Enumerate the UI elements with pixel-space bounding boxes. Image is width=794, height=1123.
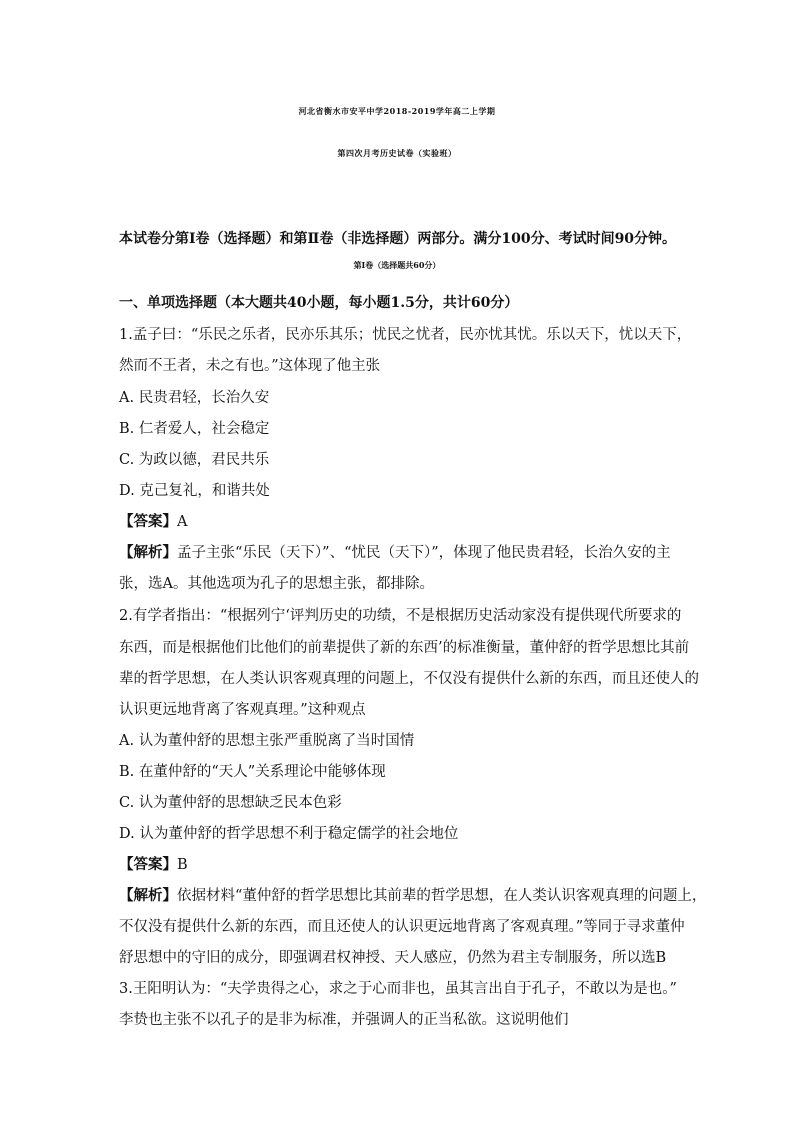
q1-stem-line-2: 然而不王者，未之有也。”这体现了他主张 (119, 358, 381, 374)
q2-stem-line-2: 东西，而是根据他们比他们的前辈提供了新的东西’的标准衡量，董仲舒的哲学思想比其前 (119, 640, 690, 656)
q3-stem-line-2: 李贽也主张不以孔子的是非为标准，并强调人的正当私欲。这说明他们 (119, 1012, 569, 1028)
q1-answer-value: A (177, 514, 188, 530)
title-line-2: 第四次月考历史试卷（实验班） (337, 148, 457, 158)
q2-option-a: A. 认为董仲舒的思想主张严重脱离了当时国情 (119, 733, 415, 749)
exam-instructions: 本试卷分第Ⅰ卷（选择题）和第Ⅱ卷（非选择题）两部分。满分100分、考试时间90分钟。 (119, 231, 677, 247)
q2-option-d: D. 认为董仲舒的哲学思想不利于稳定儒学的社会地位 (119, 826, 459, 842)
section-title: 一、单项选择题（本大题共40小题，每小题1.5分，共计60分） (119, 295, 519, 311)
q2-answer-label: 【答案】 (119, 856, 177, 873)
q2-stem-line-1: 2.有学者指出：“根据列宁‘评判历史的功绩，不是根据历史活动家没有提供现代所要求的 (119, 608, 682, 624)
part-title: 第Ⅰ卷（选择题共60分） (353, 260, 441, 270)
q2-answer (119, 853, 188, 874)
q2-analysis-line-3: 舒思想中的守旧的成分，即强调君权神授、天人感应，仍然为君主专制服务，所以选B (119, 950, 667, 966)
q1-option-d: D. 克己复礼，和谐共处 (119, 483, 270, 499)
q1-answer-label: 【答案】 (119, 513, 177, 530)
q1-analysis-text-1: 孟子主张“乐民（天下）”、“忧民（天下）”，体现了他民贵君轻，长治久安的主 (177, 545, 671, 561)
title-line-1: 河北省衡水市安平中学2018-2019学年高二上学期 (298, 106, 496, 116)
q2-option-b: B. 在董仲舒的“天人”关系理论中能够体现 (119, 764, 386, 780)
q1-option-c: C. 为政以德，君民共乐 (119, 452, 270, 468)
q3-stem-line-1: 3.王阳明认为：“夫学贵得之心，求之于心而非也，虽其言出自于孔子，不敢以为是也。” (119, 981, 677, 997)
q1-stem-line-1: 1.孟子曰：“乐民之乐者，民亦乐其乐；忧民之忧者，民亦忧其忧。乐以天下，忧以天下， (119, 327, 692, 343)
q2-answer-value: B (177, 857, 188, 873)
q2-analysis-text-1: 依据材料“董仲舒的哲学思想比其前辈的哲学思想，在人类认识客观真理的问题上， (177, 888, 707, 904)
q1-option-b: B. 仁者爱人，社会稳定 (119, 421, 270, 437)
q2-analysis-line-2: 不仅没有提供什么新的东西，而且还使人的认识更远地背离了客观真理。”等同于寻求董仲 (119, 919, 685, 935)
q2-analysis-line-1 (119, 884, 706, 905)
q1-answer (119, 510, 187, 531)
q2-stem-line-4: 认识更远地背离了客观真理。”这种观点 (119, 702, 366, 718)
q1-analysis-line-1 (119, 541, 671, 562)
q1-analysis-label: 【解析】 (119, 544, 177, 561)
q2-analysis-label: 【解析】 (119, 887, 177, 904)
q1-analysis-line-2: 张，选A。其他选项为孔子的思想主张，都排除。 (119, 576, 434, 592)
q2-stem-line-3: 辈的哲学思想，在人类认识客观真理的问题上，不仅没有提供什么新的东西，而且还使人的 (119, 671, 699, 687)
q2-option-c: C. 认为董仲舒的思想缺乏民本色彩 (119, 795, 342, 811)
q1-option-a: A. 民贵君轻，长治久安 (119, 390, 270, 406)
